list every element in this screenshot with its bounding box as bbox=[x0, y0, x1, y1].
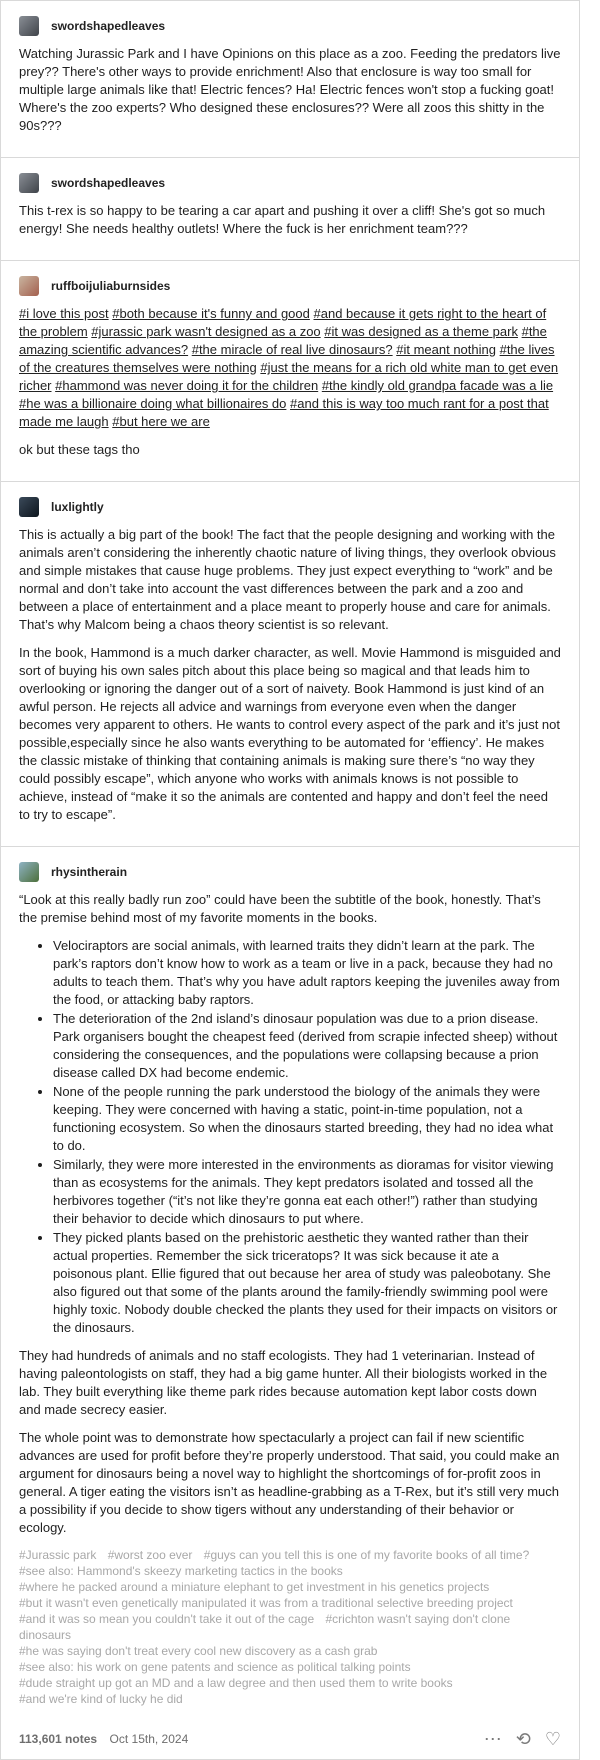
tag-row bbox=[19, 1611, 561, 1643]
tag-link[interactable]: #both because it's funny and good bbox=[112, 306, 310, 321]
tag[interactable]: #he was saying don't treat every cool new discovery as a cash grab bbox=[19, 1644, 378, 1658]
post-text: “Look at this really badly run zoo” could have been the subtitle of the book, honestly. That’s the premise behind most of my favorite moments in the books. bbox=[19, 892, 541, 925]
tag-row bbox=[19, 1691, 561, 1707]
tag-link[interactable]: #the lives of the creatures themselves were nothing bbox=[19, 342, 555, 375]
tag[interactable]: #dude straight up got an MD and a law degree and then used them to write books bbox=[19, 1676, 453, 1690]
tag[interactable]: #and we're kind of lucky he did bbox=[19, 1692, 183, 1706]
list-item: • They picked plants based on the prehistoric aesthetic they wanted rather than their actual properties. Remember the sick triceratops? It was sick because it ate a poisonous plant. Ellie figured that out because her area of study was paleobotany. She also figured out that some of the plants around the family-friendly swimming pool were highly toxic. Nobody double checked the plants they used for their impacts on visitors or the dinosaurs. bbox=[53, 1229, 561, 1337]
post-footer bbox=[1, 1719, 579, 1759]
byline bbox=[19, 496, 561, 518]
reblog-block-3 bbox=[1, 260, 579, 481]
tag-row bbox=[19, 1675, 561, 1691]
avatar[interactable] bbox=[19, 16, 39, 36]
byline bbox=[19, 275, 561, 297]
tag[interactable]: #crichton wasn't saying don't clone dinosaurs bbox=[19, 1612, 511, 1642]
tag-link[interactable]: #he was a billionaire doing what billionaires do bbox=[19, 396, 287, 411]
reblog-icon[interactable]: ⟲ bbox=[515, 1728, 531, 1749]
username[interactable]: swordshapedleaves bbox=[51, 176, 166, 190]
byline bbox=[19, 861, 561, 883]
reblog-block-5 bbox=[1, 846, 579, 1719]
post-text: In the book, Hammond is a much darker character, as well. Movie Hammond is misguided and sort of buying his own sales pitch about this place being so magical and that leads him to overlooking or ignoring the danger out of a sort of naivety. Book Hammond is just kind of an awful person. He rejects all advice and warnings from everyone even when the danger becomes very apparent to others. He wants to control every aspect of the park and it’s just not possible,especially since he also wants everything to be automated for ‘effiency’. He makes the classic mistake of thinking that containing animals is making sure there’s “no way they could possibly escape”, which anyone who works with animals knows is not possible to achieve, instead of “make it so the animals are contented and happy and don’t feel the need to try to escape”. bbox=[19, 645, 561, 822]
post-text: This t-rex is so happy to be tearing a car apart and pushing it over a cliff! She's got so much energy! She needs healthy outlets! Where the fuck is her enrichment team??? bbox=[19, 203, 546, 236]
tag-link[interactable]: #the kindly old grandpa facade was a lie bbox=[321, 378, 554, 393]
list-item: • None of the people running the park understood the biology of the animals they were keeping. They were concerned with having a static, point-in-time population, not a functioning ecosystem. So when the dinosaurs started breeding, they had no idea what to do. bbox=[53, 1083, 561, 1155]
tag-link[interactable]: #the amazing scientific advances? bbox=[19, 324, 547, 357]
tag-link[interactable]: #just the means for a rich old white man to get even richer bbox=[19, 360, 559, 393]
tag[interactable]: #guys can you tell this is one of my favorite books of all time? bbox=[203, 1548, 530, 1562]
post-text: They had hundreds of animals and no staff ecologists. They had 1 veterinarian. Instead of having paleontologists on staff, they had a big game hunter. All their biologists worked in the lab. They built everything like theme park rides because automation kept labor costs down and made secrecy easier. bbox=[19, 1348, 548, 1417]
inline-tags bbox=[19, 305, 561, 431]
tag-link[interactable]: #hammond was never doing it for the children bbox=[55, 378, 319, 393]
byline bbox=[19, 172, 561, 194]
tag-link[interactable]: #and this is way too much rant for a post that made me laugh bbox=[19, 396, 549, 429]
username[interactable]: ruffboijuliaburnsides bbox=[51, 279, 171, 293]
reblog-block-1 bbox=[1, 1, 579, 157]
post-date: Oct 15th, 2024 bbox=[109, 1732, 189, 1746]
tag-row bbox=[19, 1643, 561, 1659]
post-actions bbox=[470, 1729, 561, 1750]
like-icon[interactable]: ♡ bbox=[544, 1728, 561, 1749]
tag-link[interactable]: #it was designed as a theme park bbox=[324, 324, 518, 339]
tag[interactable]: #see also: his work on gene patents and science as political talking points bbox=[19, 1660, 411, 1674]
list-item: • Velociraptors are social animals, with learned traits they didn’t learn at the park. The park’s raptors don’t know how to work as a team or live in a pack, because they had no adults to teach them. That’s why you have adult raptors keeping the juveniles away from the food, or attacking baby raptors. bbox=[53, 937, 561, 1009]
post-text: Watching Jurassic Park and I have Opinions on this place as a zoo. Feeding the predators live prey?? There's other ways to provide enrichment! Also that enclosure is way too small for multiple large animals like that! Electric fences? Ha! Electric fences won't stop a fucking goat! Where's the zoo experts? Who designed these enclosures?? Were all zoos this shitty in the 90s??? bbox=[19, 46, 561, 133]
avatar[interactable] bbox=[19, 173, 39, 193]
tag-row bbox=[19, 1563, 561, 1579]
tag-row bbox=[19, 1579, 561, 1595]
avatar[interactable] bbox=[19, 497, 39, 517]
avatar[interactable] bbox=[19, 862, 39, 882]
tag-row bbox=[19, 1595, 561, 1611]
tag-link[interactable]: #the miracle of real live dinosaurs? bbox=[191, 342, 393, 357]
tag-row bbox=[19, 1547, 561, 1563]
tag[interactable]: #and it was so mean you couldn't take it out of the cage bbox=[19, 1612, 315, 1626]
tag-link[interactable]: #it meant nothing bbox=[396, 342, 496, 357]
tag-list bbox=[19, 1547, 561, 1707]
tag-row bbox=[19, 1659, 561, 1675]
tag[interactable]: #see also: Hammond's skeezy marketing tactics in the books bbox=[19, 1564, 343, 1578]
post-text: This is actually a big part of the book! The fact that the people designing and working with the animals aren’t considering the inherently chaotic nature of living things, they overlook obvious and simple mistakes that cause huge problems. They just expect everything to “work” and be normal and don’t take into account the vast differences between the park and a zoo and between a place of entertainment and a place meant to properly house and care for animals. That’s why Malcom being a chaos theory scientist is so relevant. bbox=[19, 527, 556, 632]
tag-link[interactable]: #i love this post bbox=[19, 306, 109, 321]
list-item: • The deterioration of the 2nd island’s dinosaur population was due to a prion disease. Park organisers bought the cheapest feed (derived from scrapie infected sheep) without considering the consequences, and the populations were collapsing because a prion disease called DX had become endemic. bbox=[53, 1010, 561, 1082]
bullet-list bbox=[19, 937, 561, 1337]
post-text: ok but these tags tho bbox=[19, 442, 140, 457]
more-icon[interactable]: ⋯ bbox=[483, 1728, 502, 1749]
byline bbox=[19, 15, 561, 37]
notes-area bbox=[19, 1730, 188, 1748]
avatar[interactable] bbox=[19, 276, 39, 296]
tag-link[interactable]: #but here we are bbox=[112, 414, 210, 429]
tag[interactable]: #Jurassic park bbox=[19, 1548, 97, 1562]
list-item: • Similarly, they were more interested in the environments as dioramas for visitor viewing than as ecosystems for the animals. They kept predators isolated and tossed all the herbivores together (“it’s not like they’re gonna eat each other!”) rather than studying their behavior to decide which dinosaurs to put where. bbox=[53, 1156, 561, 1228]
reblog-block-2 bbox=[1, 157, 579, 260]
post-text: The whole point was to demonstrate how spectacularly a project can fail if new scientific advances are used for profit before they’re properly understood. That said, you could make an argument for dinosaurs being a novel way to highlight the shortcomings of for-profit zoos in general. A tiger eating the visitors isn’t as headline-grabbing as a T-Rex, but it’s still very much a possibility if you decide to show tigers without any understanding of their behavior or ecology. bbox=[19, 1430, 560, 1535]
username[interactable]: rhysintherain bbox=[51, 865, 128, 879]
notes-count[interactable]: 113,601 notes bbox=[19, 1732, 98, 1746]
tag[interactable]: #worst zoo ever bbox=[107, 1548, 193, 1562]
tag-link[interactable]: #jurassic park wasn't designed as a zoo bbox=[91, 324, 321, 339]
tag[interactable]: #but it wasn't even genetically manipulated it was from a traditional selective breeding project bbox=[19, 1596, 513, 1610]
username[interactable]: luxlightly bbox=[51, 500, 104, 514]
reblog-block-4 bbox=[1, 481, 579, 846]
username[interactable]: swordshapedleaves bbox=[51, 19, 166, 33]
tag-link[interactable]: #and because it gets right to the heart of the problem bbox=[19, 306, 547, 339]
tag[interactable]: #where he packed around a miniature elephant to get investment in his genetics projects bbox=[19, 1580, 490, 1594]
